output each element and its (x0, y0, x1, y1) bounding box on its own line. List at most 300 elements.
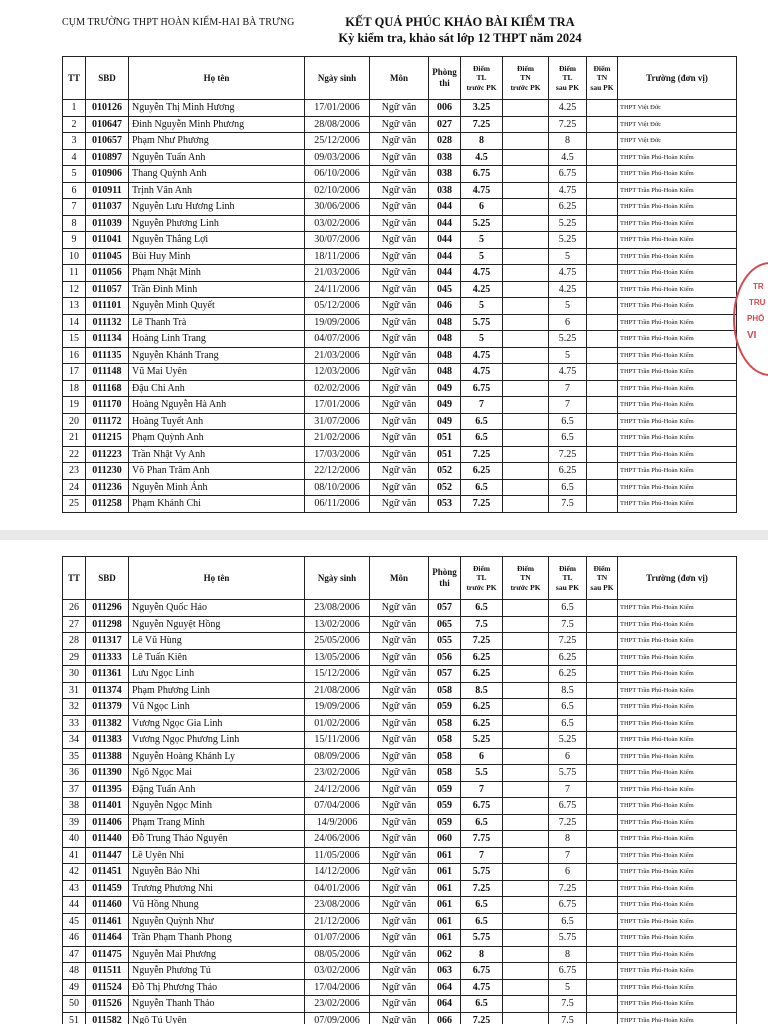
table-row (63, 831, 737, 848)
cell-name: Nguyễn Ngọc Minh (129, 798, 305, 815)
cell-tl-before: 7 (461, 397, 503, 414)
cell-subject: Ngữ văn (370, 765, 429, 782)
cell-room: 064 (429, 996, 461, 1013)
cell-tl-before: 4.5 (461, 149, 503, 166)
cell-tl-before: 6.5 (461, 600, 503, 617)
col-sbd: SBD (86, 57, 129, 100)
table-row (63, 946, 737, 963)
cell-tn-after (587, 814, 618, 831)
cell-tl-before: 7.25 (461, 633, 503, 650)
table-row (63, 748, 737, 765)
cell-name: Thang Quỳnh Anh (129, 166, 305, 183)
cell-tt: 6 (63, 182, 86, 199)
cell-tl-before: 5.75 (461, 930, 503, 947)
cell-tt: 1 (63, 100, 86, 117)
cell-name: Nguyễn Minh Quyết (129, 298, 305, 315)
cell-subject: Ngữ văn (370, 616, 429, 633)
cell-tn-after (587, 364, 618, 381)
cell-school: THPT Trần Phú-Hoàn Kiếm (618, 699, 737, 716)
cell-tl-after: 6 (549, 864, 587, 881)
cell-sbd: 011236 (86, 479, 129, 496)
cell-tl-after: 4.75 (549, 364, 587, 381)
cell-tn-before (503, 798, 549, 815)
document-page-2 (0, 540, 768, 1024)
cell-subject: Ngữ văn (370, 314, 429, 331)
cell-tn-after (587, 463, 618, 480)
cell-room: 058 (429, 748, 461, 765)
cell-name: Trần Phạm Thanh Phong (129, 930, 305, 947)
cell-dob: 01/02/2006 (305, 715, 370, 732)
cell-tt: 44 (63, 897, 86, 914)
cell-tl-after: 6.75 (549, 166, 587, 183)
cell-sbd: 011440 (86, 831, 129, 848)
cell-room: 058 (429, 682, 461, 699)
cell-room: 061 (429, 913, 461, 930)
table-row (63, 100, 737, 117)
table-row (63, 182, 737, 199)
cell-tn-before (503, 463, 549, 480)
cell-dob: 02/10/2006 (305, 182, 370, 199)
cell-sbd: 011379 (86, 699, 129, 716)
cell-sbd: 011382 (86, 715, 129, 732)
cell-subject: Ngữ văn (370, 430, 429, 447)
cell-tn-before (503, 831, 549, 848)
cell-tl-before: 5 (461, 232, 503, 249)
cell-room: 051 (429, 446, 461, 463)
cell-subject: Ngữ văn (370, 298, 429, 315)
cell-name: Đặng Tuấn Anh (129, 781, 305, 798)
table-row (63, 864, 737, 881)
cell-dob: 21/08/2006 (305, 682, 370, 699)
cell-tt: 18 (63, 380, 86, 397)
cell-tn-after (587, 649, 618, 666)
cell-sbd: 010657 (86, 133, 129, 150)
cell-subject: Ngữ văn (370, 199, 429, 216)
table-row (63, 149, 737, 166)
cell-tl-before: 5.75 (461, 864, 503, 881)
cell-school: THPT Trần Phú-Hoàn Kiếm (618, 996, 737, 1013)
cell-dob: 21/03/2006 (305, 265, 370, 282)
cell-school: THPT Trần Phú-Hoàn Kiếm (618, 600, 737, 617)
table-body-page-1 (63, 100, 737, 513)
cell-sbd: 010126 (86, 100, 129, 117)
cell-school: THPT Trần Phú-Hoàn Kiếm (618, 649, 737, 666)
cell-room: 038 (429, 149, 461, 166)
table-row (63, 996, 737, 1013)
cell-room: 046 (429, 298, 461, 315)
cell-room: 062 (429, 946, 461, 963)
cell-name: Vũ Hồng Nhung (129, 897, 305, 914)
cell-tn-before (503, 880, 549, 897)
cell-school: THPT Trần Phú-Hoàn Kiếm (618, 331, 737, 348)
col-tn-after: Điểm TN sau PK (587, 557, 618, 600)
cell-school: THPT Trần Phú-Hoàn Kiếm (618, 496, 737, 513)
cell-tn-after (587, 149, 618, 166)
cell-name: Võ Phan Trâm Anh (129, 463, 305, 480)
col-room: Phòng thi (429, 57, 461, 100)
cell-tl-after: 6 (549, 748, 587, 765)
cell-tn-before (503, 380, 549, 397)
cell-dob: 23/02/2006 (305, 765, 370, 782)
cell-dob: 06/10/2006 (305, 166, 370, 183)
table-row (63, 281, 737, 298)
cell-name: Phạm Nhật Minh (129, 265, 305, 282)
col-tl-after: Điểm TL sau PK (549, 57, 587, 100)
table-row (63, 600, 737, 617)
cell-tl-after: 7.5 (549, 496, 587, 513)
cell-tn-before (503, 133, 549, 150)
cell-tt: 17 (63, 364, 86, 381)
cell-subject: Ngữ văn (370, 831, 429, 848)
cell-tt: 9 (63, 232, 86, 249)
cell-school: THPT Trần Phú-Hoàn Kiếm (618, 380, 737, 397)
cell-dob: 22/12/2006 (305, 463, 370, 480)
cell-name: Nguyễn Nguyệt Hồng (129, 616, 305, 633)
cell-tt: 29 (63, 649, 86, 666)
title-line-1: KẾT QUẢ PHÚC KHẢO BÀI KIỂM TRA (345, 15, 575, 29)
cell-school: THPT Trần Phú-Hoàn Kiếm (618, 149, 737, 166)
cell-room: 027 (429, 116, 461, 133)
table-row (63, 314, 737, 331)
cell-sbd: 011406 (86, 814, 129, 831)
cell-room: 057 (429, 600, 461, 617)
cell-dob: 19/09/2006 (305, 699, 370, 716)
cell-tl-after: 5.75 (549, 930, 587, 947)
cell-dob: 31/07/2006 (305, 413, 370, 430)
cell-tn-before (503, 232, 549, 249)
cell-sbd: 011168 (86, 380, 129, 397)
cell-tl-after: 7.25 (549, 116, 587, 133)
cell-tn-before (503, 397, 549, 414)
cell-tl-after: 7 (549, 847, 587, 864)
cell-room: 059 (429, 699, 461, 716)
cell-tn-before (503, 765, 549, 782)
cell-tn-before (503, 963, 549, 980)
cell-tl-before: 7.5 (461, 616, 503, 633)
cell-tl-after: 7 (549, 781, 587, 798)
cell-tn-before (503, 732, 549, 749)
cell-subject: Ngữ văn (370, 116, 429, 133)
cell-school: THPT Trần Phú-Hoàn Kiếm (618, 314, 737, 331)
cell-tn-before (503, 847, 549, 864)
results-table-page-1 (62, 56, 737, 513)
cell-sbd: 011056 (86, 265, 129, 282)
cell-subject: Ngữ văn (370, 380, 429, 397)
cell-dob: 17/01/2006 (305, 100, 370, 117)
cell-tn-after (587, 946, 618, 963)
cell-tl-after: 5 (549, 298, 587, 315)
cell-tn-after (587, 633, 618, 650)
table-row (63, 699, 737, 716)
cell-sbd: 011215 (86, 430, 129, 447)
cell-tn-before (503, 347, 549, 364)
table-row (63, 232, 737, 249)
cell-room: 061 (429, 930, 461, 947)
cell-name: Nguyễn Quốc Hảo (129, 600, 305, 617)
cell-school: THPT Trần Phú-Hoàn Kiếm (618, 413, 737, 430)
cell-room: 038 (429, 182, 461, 199)
table-row (63, 248, 737, 265)
cell-subject: Ngữ văn (370, 479, 429, 496)
cell-tl-before: 6.25 (461, 463, 503, 480)
cell-tn-before (503, 413, 549, 430)
cell-tl-before: 5 (461, 298, 503, 315)
cell-tn-after (587, 479, 618, 496)
cell-sbd: 011230 (86, 463, 129, 480)
cell-tn-after (587, 413, 618, 430)
cell-name: Phạm Như Phương (129, 133, 305, 150)
cell-tn-after (587, 616, 618, 633)
cell-tl-before: 5.25 (461, 732, 503, 749)
cell-name: Ngô Ngọc Mai (129, 765, 305, 782)
cell-tn-after (587, 496, 618, 513)
cell-sbd: 010911 (86, 182, 129, 199)
cell-tt: 16 (63, 347, 86, 364)
cell-tn-after (587, 666, 618, 683)
cell-tl-after: 6 (549, 314, 587, 331)
cell-subject: Ngữ văn (370, 149, 429, 166)
col-name: Họ tên (129, 57, 305, 100)
cell-tn-before (503, 298, 549, 315)
table-row (63, 765, 737, 782)
cell-tn-after (587, 331, 618, 348)
cell-subject: Ngữ văn (370, 397, 429, 414)
cell-school: THPT Trần Phú-Hoàn Kiếm (618, 281, 737, 298)
cell-tn-after (587, 715, 618, 732)
cell-tt: 2 (63, 116, 86, 133)
table-row (63, 666, 737, 683)
cell-name: Trần Đình Minh (129, 281, 305, 298)
cell-tt: 49 (63, 979, 86, 996)
cell-school: THPT Trần Phú-Hoàn Kiếm (618, 880, 737, 897)
cell-room: 049 (429, 397, 461, 414)
cell-tn-before (503, 979, 549, 996)
cell-school: THPT Trần Phú-Hoàn Kiếm (618, 930, 737, 947)
cell-tn-before (503, 946, 549, 963)
cell-dob: 18/11/2006 (305, 248, 370, 265)
cell-dob: 13/05/2006 (305, 649, 370, 666)
cell-dob: 07/04/2006 (305, 798, 370, 815)
cell-name: Hoàng Linh Trang (129, 331, 305, 348)
document-title (300, 14, 620, 46)
cell-tl-after: 6.5 (549, 430, 587, 447)
cell-room: 056 (429, 649, 461, 666)
cell-tt: 45 (63, 913, 86, 930)
cell-tt: 43 (63, 880, 86, 897)
cell-room: 048 (429, 331, 461, 348)
cell-tn-after (587, 166, 618, 183)
cell-school: THPT Trần Phú-Hoàn Kiếm (618, 715, 737, 732)
cell-tt: 10 (63, 248, 86, 265)
cell-subject: Ngữ văn (370, 963, 429, 980)
cell-tn-before (503, 446, 549, 463)
cell-subject: Ngữ văn (370, 446, 429, 463)
cell-tn-before (503, 616, 549, 633)
cell-dob: 23/08/2006 (305, 600, 370, 617)
cell-tl-before: 4.75 (461, 364, 503, 381)
cell-tl-after: 6.5 (549, 715, 587, 732)
cell-tl-after: 4.25 (549, 281, 587, 298)
cell-school: THPT Trần Phú-Hoàn Kiếm (618, 682, 737, 699)
cell-room: 061 (429, 897, 461, 914)
cell-tt: 31 (63, 682, 86, 699)
cell-subject: Ngữ văn (370, 930, 429, 947)
table-row (63, 847, 737, 864)
cell-school: THPT Việt Đức (618, 133, 737, 150)
cell-tl-before: 7.25 (461, 880, 503, 897)
cell-name: Lê Tuấn Kiên (129, 649, 305, 666)
cell-tl-after: 6.5 (549, 479, 587, 496)
cell-tt: 11 (63, 265, 86, 282)
cell-school: THPT Trần Phú-Hoàn Kiếm (618, 364, 737, 381)
cell-tl-after: 7.5 (549, 616, 587, 633)
cell-tl-before: 6.75 (461, 963, 503, 980)
cell-dob: 06/11/2006 (305, 496, 370, 513)
table-row (63, 116, 737, 133)
table-header (63, 57, 737, 100)
cell-subject: Ngữ văn (370, 100, 429, 117)
cell-dob: 08/05/2006 (305, 946, 370, 963)
cell-tt: 12 (63, 281, 86, 298)
cell-name: Lê Thanh Trà (129, 314, 305, 331)
cell-tt: 8 (63, 215, 86, 232)
cell-tl-after: 8 (549, 831, 587, 848)
cell-subject: Ngữ văn (370, 331, 429, 348)
results-table-page-2 (62, 556, 737, 1024)
cell-tn-before (503, 248, 549, 265)
cell-dob: 25/05/2006 (305, 633, 370, 650)
cell-tt: 47 (63, 946, 86, 963)
table-row (63, 814, 737, 831)
cell-tn-before (503, 897, 549, 914)
cell-room: 044 (429, 232, 461, 249)
cell-tn-after (587, 116, 618, 133)
cell-name: Phạm Khánh Chi (129, 496, 305, 513)
cell-name: Bùi Huy Minh (129, 248, 305, 265)
cell-tn-after (587, 913, 618, 930)
cell-tl-after: 5.25 (549, 732, 587, 749)
cell-sbd: 010906 (86, 166, 129, 183)
cell-tl-before: 8 (461, 946, 503, 963)
cell-dob: 15/11/2006 (305, 732, 370, 749)
col-subject: Môn (370, 57, 429, 100)
cell-tn-after (587, 798, 618, 815)
cell-room: 038 (429, 166, 461, 183)
cell-tn-before (503, 430, 549, 447)
table-row (63, 265, 737, 282)
cell-room: 049 (429, 380, 461, 397)
cell-tl-after: 5.25 (549, 215, 587, 232)
table-row (63, 133, 737, 150)
cell-tn-before (503, 748, 549, 765)
cell-tn-after (587, 100, 618, 117)
cell-room: 006 (429, 100, 461, 117)
cell-tn-after (587, 430, 618, 447)
cell-tn-after (587, 133, 618, 150)
col-tn-before: Điểm TN trước PK (503, 557, 549, 600)
cell-room: 055 (429, 633, 461, 650)
cell-sbd: 011451 (86, 864, 129, 881)
cell-tt: 21 (63, 430, 86, 447)
table-row (63, 781, 737, 798)
cell-school: THPT Trần Phú-Hoàn Kiếm (618, 897, 737, 914)
cell-tt: 20 (63, 413, 86, 430)
cell-tl-before: 6.5 (461, 413, 503, 430)
cell-subject: Ngữ văn (370, 496, 429, 513)
cell-subject: Ngữ văn (370, 133, 429, 150)
cell-tn-after (587, 880, 618, 897)
cell-school: THPT Việt Đức (618, 100, 737, 117)
cell-dob: 03/02/2006 (305, 215, 370, 232)
cell-tn-before (503, 814, 549, 831)
cell-tn-before (503, 265, 549, 282)
cell-tn-before (503, 864, 549, 881)
cell-room: 061 (429, 880, 461, 897)
cell-tt: 4 (63, 149, 86, 166)
cell-tn-after (587, 199, 618, 216)
table-row (63, 930, 737, 947)
cell-tn-before (503, 781, 549, 798)
cell-tt: 39 (63, 814, 86, 831)
cell-tl-after: 7 (549, 380, 587, 397)
cell-dob: 24/12/2006 (305, 781, 370, 798)
cell-dob: 17/04/2006 (305, 979, 370, 996)
table-row (63, 1012, 737, 1024)
cell-room: 044 (429, 265, 461, 282)
cell-sbd: 011524 (86, 979, 129, 996)
cell-dob: 25/12/2006 (305, 133, 370, 150)
cell-name: Trịnh Vân Anh (129, 182, 305, 199)
cell-room: 059 (429, 814, 461, 831)
cell-tn-after (587, 847, 618, 864)
col-tl-before: Điểm TL trước PK (461, 57, 503, 100)
cell-subject: Ngữ văn (370, 979, 429, 996)
cell-sbd: 011258 (86, 496, 129, 513)
table-body-page-2 (63, 600, 737, 1024)
cell-tl-after: 6.5 (549, 699, 587, 716)
cell-tl-before: 6.5 (461, 814, 503, 831)
cell-tn-before (503, 182, 549, 199)
cell-tn-before (503, 281, 549, 298)
cell-tl-after: 4.75 (549, 265, 587, 282)
cell-tl-before: 4.75 (461, 979, 503, 996)
cell-school: THPT Trần Phú-Hoàn Kiếm (618, 182, 737, 199)
cell-tt: 37 (63, 781, 86, 798)
cell-school: THPT Trần Phú-Hoàn Kiếm (618, 732, 737, 749)
cell-school: THPT Trần Phú-Hoàn Kiếm (618, 765, 737, 782)
cell-room: 058 (429, 732, 461, 749)
cell-tn-after (587, 347, 618, 364)
cell-tl-after: 7.25 (549, 446, 587, 463)
cell-tn-after (587, 298, 618, 315)
cell-subject: Ngữ văn (370, 248, 429, 265)
table-row (63, 397, 737, 414)
cell-tn-after (587, 781, 618, 798)
cell-subject: Ngữ văn (370, 715, 429, 732)
cell-tn-after (587, 265, 618, 282)
cell-tn-after (587, 1012, 618, 1024)
cell-dob: 12/03/2006 (305, 364, 370, 381)
cell-school: THPT Trần Phú-Hoàn Kiếm (618, 248, 737, 265)
cell-dob: 07/09/2006 (305, 1012, 370, 1024)
cell-tl-after: 6.5 (549, 913, 587, 930)
cell-tl-before: 3.25 (461, 100, 503, 117)
cell-sbd: 010647 (86, 116, 129, 133)
cell-tn-before (503, 215, 549, 232)
cell-name: Nguyễn Thanh Thảo (129, 996, 305, 1013)
table-row (63, 798, 737, 815)
cell-subject: Ngữ văn (370, 215, 429, 232)
